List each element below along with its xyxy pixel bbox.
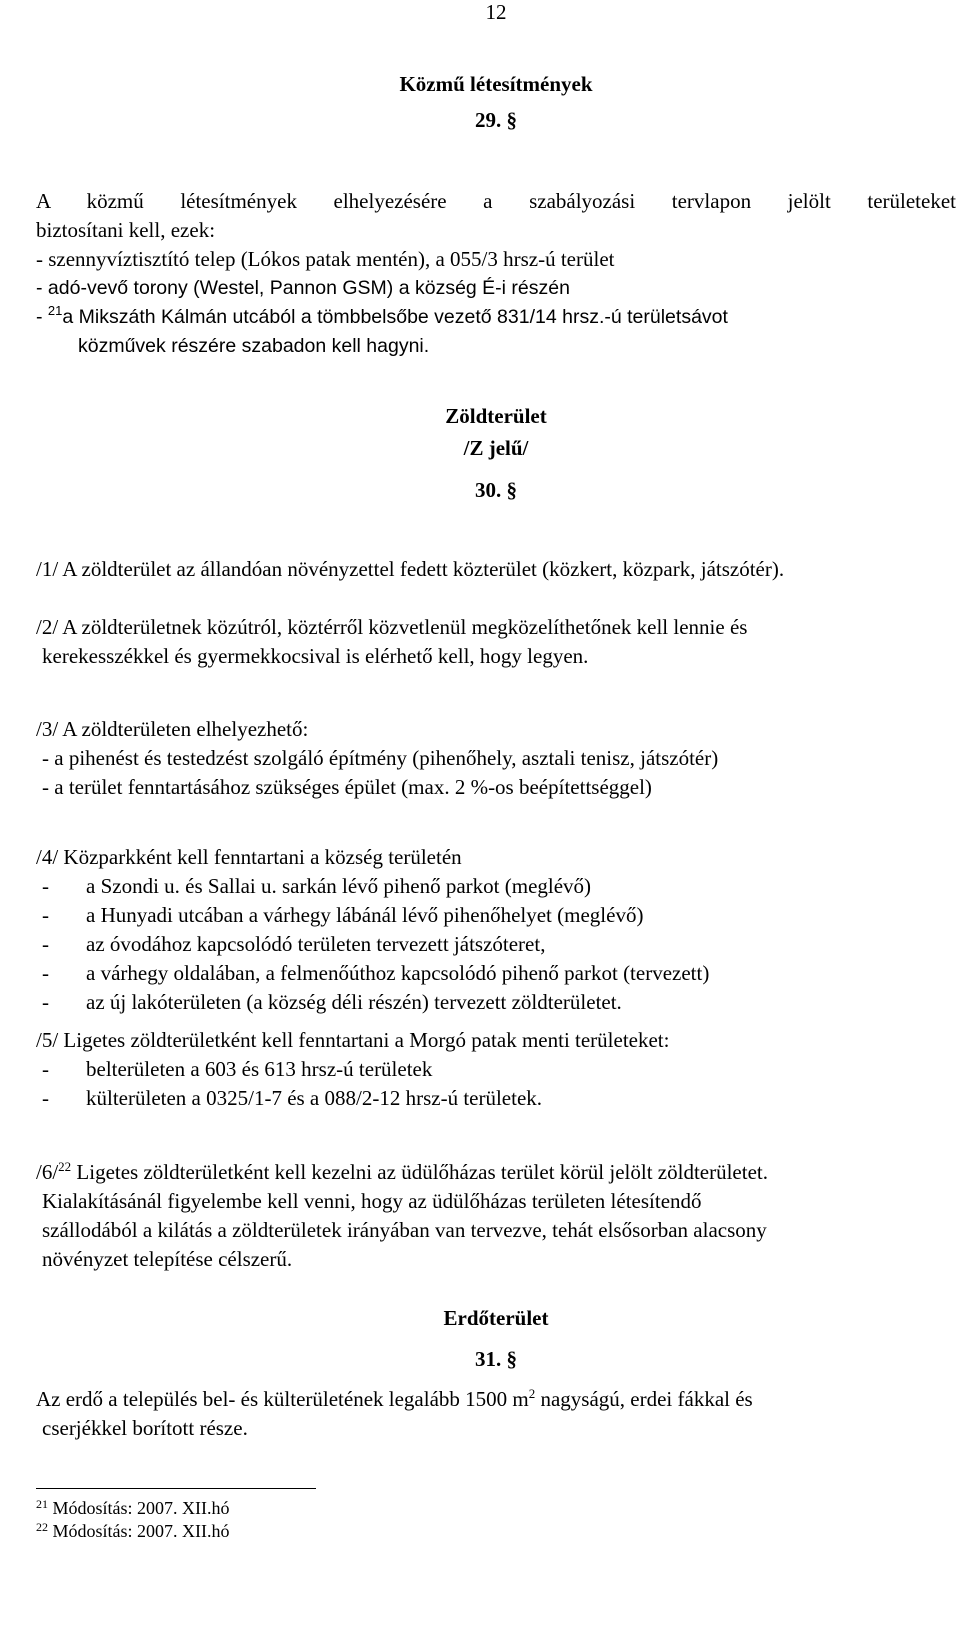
- list-item-text: belterületen a 603 és 613 hrsz-ú területek: [86, 1057, 433, 1081]
- list-item: [36, 901, 956, 930]
- list-dash: -: [42, 874, 49, 898]
- list-item: [36, 959, 956, 988]
- footnote: [36, 1497, 230, 1519]
- point-text: /5/ Ligetes zöldterületként kell fenntartani a Morgó patak menti területeket:: [36, 1028, 670, 1052]
- point-text: /2/ A zöldterületnek közútról, köztérről közvetlenül megközelíthetőnek kell lennie és: [36, 615, 748, 639]
- footnote-text: Módosítás: 2007. XII.hó: [48, 1498, 230, 1518]
- footnote: [36, 1520, 230, 1542]
- list-item-text: a Hunyadi utcában a várhegy lábánál lévő pihenőhelyet (meglévő): [86, 903, 644, 927]
- list-item: [36, 1084, 956, 1113]
- point-text: [36, 1158, 956, 1187]
- list-item-text: az új lakóterületen (a község déli részén) tervezett zöldterületet.: [86, 990, 622, 1014]
- point-6: [36, 1158, 956, 1274]
- point-text: szállodából a kilátás a zöldterületek irányában van tervezve, tehát elsősorban alacsony: [42, 1218, 767, 1242]
- intro-line: biztosítani kell, ezek:: [36, 218, 216, 242]
- list-item-text: az óvodához kapcsolódó területen tervezett játszóteret,: [86, 932, 546, 956]
- footnote-number: 21: [36, 1497, 48, 1511]
- point-5: [36, 1026, 956, 1113]
- point-text: növényzet telepítése célszerű.: [42, 1247, 293, 1271]
- list-item: [36, 1055, 956, 1084]
- list-dash: -: [42, 903, 49, 927]
- body-text: Az erdő a település bel- és külterületének legalább 1500 m: [36, 1387, 529, 1411]
- point-4: [36, 843, 956, 1017]
- list-dash: -: [42, 1086, 49, 1110]
- body-text: nagyságú, erdei fákkal és: [535, 1387, 753, 1411]
- list-item: [36, 930, 956, 959]
- point-text: Kialakításánál figyelembe kell venni, hogy az üdülőházas területen létesítendő: [42, 1189, 702, 1213]
- list-dash: -: [36, 306, 48, 328]
- footnote-divider: [36, 1488, 316, 1489]
- body-line: [36, 1385, 956, 1414]
- list-dash: -: [42, 1057, 49, 1081]
- point-prefix: /6/: [36, 1160, 59, 1184]
- point-text: /4/ Közparkként kell fenntartani a község területén: [36, 845, 462, 869]
- list-item: - szennyvíztisztító telep (Lókos patak mentén), a 055/3 hrsz-ú terület: [36, 247, 615, 271]
- section-title-erdoterulet: Erdőterület: [443, 1306, 549, 1330]
- list-item-text: a Mikszáth Kálmán utcából a tömbbelsőbe vezető 831/14 hrsz.-ú területsávot: [62, 306, 728, 328]
- list-item: [36, 303, 956, 332]
- list-item-text: a várhegy oldalában, a felmenőúthoz kapcsolódó pihenő parkot (tervezett): [86, 961, 710, 985]
- intro-line: A közmű létesítmények elhelyezésére a szabályozási tervlapon jelölt területeket: [36, 189, 956, 213]
- superscript: 2: [528, 1386, 536, 1401]
- point-text: /1/ A zöldterület az állandóan növényzettel fedett közterület (közkert, közpark, játszótér).: [36, 557, 785, 581]
- point-text: kerekesszékkel és gyermekkocsival is elérhető kell, hogy legyen.: [42, 644, 589, 668]
- list-item-text: a Szondi u. és Sallai u. sarkán lévő pihenő parkot (meglévő): [86, 874, 592, 898]
- list-item: - adó-vevő torony (Westel, Pannon GSM) a község É-i részén: [36, 277, 570, 299]
- point-3: [36, 715, 956, 802]
- page-number: 12: [485, 0, 507, 24]
- section-title-kozmu: Közmű létesítmények: [399, 72, 593, 96]
- section-29-body: [36, 187, 956, 361]
- paragraph-number-30: 30. §: [475, 478, 517, 502]
- footnote-ref: 22: [58, 1159, 72, 1174]
- list-dash: -: [42, 961, 49, 985]
- list-item: - a terület fenntartásához szükséges épület (max. 2 %-os beépítettséggel): [42, 775, 652, 799]
- point-2: [36, 613, 956, 671]
- section-title-zoldterulet: Zöldterület: [445, 404, 547, 428]
- list-item: [36, 872, 956, 901]
- body-line: cserjékkel borított része.: [42, 1416, 248, 1440]
- list-item: - a pihenést és testedzést szolgáló építmény (pihenőhely, asztali tenisz, játszótér): [42, 746, 719, 770]
- point-text-rest: Ligetes zöldterületként kell kezelni az üdülőházas terület körül jelölt zöldterületet.: [71, 1160, 768, 1184]
- footnote-ref: 21: [47, 303, 63, 318]
- section-subtitle: /Z jelű/: [463, 436, 529, 460]
- point-text: /3/ A zöldterületen elhelyezhető:: [36, 717, 309, 741]
- list-item-text: külterületen a 0325/1-7 és a 088/2-12 hrsz-ú területek.: [86, 1086, 543, 1110]
- footnote-text: Módosítás: 2007. XII.hó: [48, 1521, 230, 1541]
- footnote-number: 22: [36, 1520, 48, 1534]
- section-31-body: [36, 1385, 956, 1443]
- list-dash: -: [42, 990, 49, 1014]
- point-1: [36, 555, 956, 584]
- paragraph-number-31: 31. §: [475, 1347, 517, 1371]
- list-item-continuation: közművek részére szabadon kell hagyni.: [78, 335, 430, 357]
- paragraph-number-29: 29. §: [475, 108, 517, 132]
- list-item: [36, 988, 956, 1017]
- list-dash: -: [42, 932, 49, 956]
